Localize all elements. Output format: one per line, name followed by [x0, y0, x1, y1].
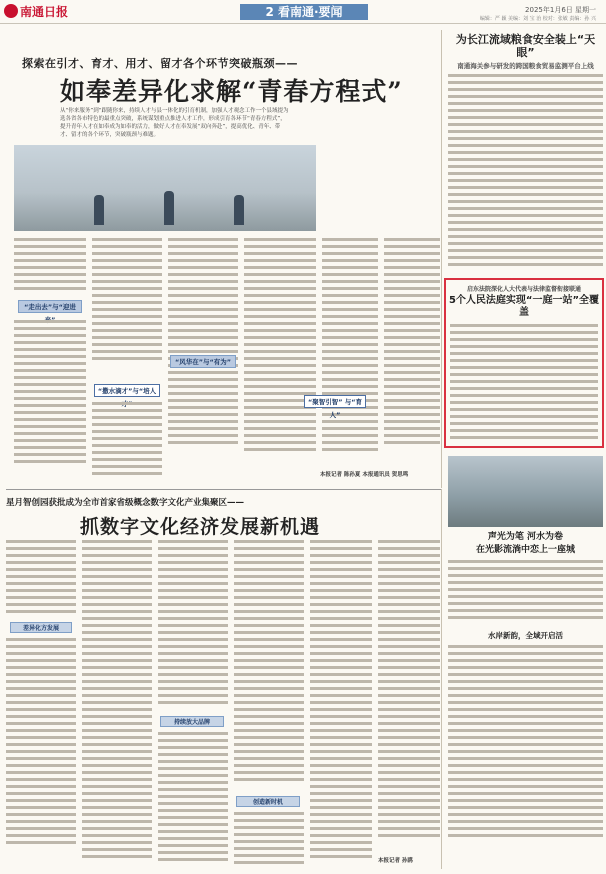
culture-column-3b	[158, 732, 228, 865]
culture-column-6	[378, 540, 440, 841]
culture-column-1b	[6, 638, 76, 848]
subhead-2: “撒水滴才”与“培人	[94, 384, 160, 397]
main-article-column-5	[322, 238, 378, 455]
section-divider	[6, 489, 441, 490]
river-light-body	[448, 560, 603, 623]
main-article-byline: 本报记者 陈孙夏 本报通讯员 贺思鸣	[320, 472, 409, 478]
main-article-column-6	[384, 238, 440, 448]
subhead-4: “聚智引智” 与“育人”	[304, 395, 366, 408]
logo-mark-icon	[4, 4, 18, 18]
newspaper-logo	[4, 3, 68, 20]
editor-credits: 编辑：严 颖 美编：刘 宝 治 校对：张敏 责编：孙 兴	[479, 16, 596, 22]
river-light-title: 声光为笔 河水为卷	[487, 532, 564, 542]
column-divider-lower	[441, 489, 442, 869]
culture-column-3	[158, 540, 228, 708]
main-article-column-3	[168, 238, 238, 448]
grain-article-title: 为长江流域粮食安全装上“天眼”	[455, 33, 596, 59]
grain-article-body	[448, 74, 603, 270]
main-article-kicker: 探索在引才、育才、用才、留才各个环节突破瓶颈——	[22, 57, 298, 70]
culture-subhead-3: 创造新时机	[236, 796, 300, 807]
court-article-kicker: 启东法院深化人大代表与法律监督衔接联通	[466, 286, 581, 293]
main-article-column-1b	[14, 320, 86, 467]
section-tag: 2 看南通·要闻	[240, 4, 368, 20]
main-article-column-2b	[92, 402, 162, 479]
masthead	[0, 0, 606, 24]
main-article-lead: 从“你来服务”到“跟随你来，持续人才与县一体化的引育机制，加强人才观念工作一个县域提为选各省各市特色的最重点突破，系统谋划重点推进人才工作，形成引育各环节“青春方程式”，提升青年人才在如奉成为如奉的活力，做好人才在奉发展“双向奔赴”，提高优化、青年、带才、留才的各个环节，突破瓶颈与难题。	[60, 108, 289, 138]
court-article-body	[450, 324, 598, 443]
main-article-photo	[14, 145, 316, 231]
culture-column-1	[6, 540, 76, 617]
culture-article-kicker: 星月智创园获批成为全市首家省级概念数字文化产业集聚区——	[6, 498, 245, 508]
culture-column-5	[310, 540, 372, 862]
court-article-box	[444, 278, 604, 448]
culture-article-byline: 本报记者 孙鸥	[378, 858, 413, 864]
court-article-title: 5个人民法庭实现“一庭一站”全覆盖	[448, 295, 600, 318]
river-light-photo	[448, 456, 603, 527]
main-article-column-2	[92, 238, 162, 364]
river-light-section-head: 水岸新韵，全域开启活	[488, 631, 563, 640]
river-light-body-2	[448, 645, 603, 841]
culture-subhead-2: 持续放大品牌	[160, 716, 224, 727]
issue-date: 2025年1月6日 星期一	[525, 6, 596, 14]
subhead-3: “风华在”与“有为”	[170, 355, 236, 368]
culture-subhead-1: 差异化方发展	[10, 622, 72, 633]
grain-article-subtitle: 南通海关参与研发的跨国粮食贸易监测平台上线	[457, 62, 594, 70]
culture-column-4	[234, 540, 304, 785]
culture-column-2	[82, 540, 152, 862]
subhead-1: “走出去”与“迎进	[18, 300, 82, 313]
main-article-column-4	[244, 238, 316, 455]
culture-article-title: 抓数字文化经济发展新机遇	[80, 516, 321, 538]
column-divider	[441, 30, 442, 488]
logo-text: 南通日报	[20, 5, 69, 19]
river-light-subtitle: 在光影流淌中恋上一座城	[475, 545, 575, 555]
culture-column-4b	[234, 812, 304, 868]
main-article-title: 如奉差异化求解“青春方程式”	[60, 77, 403, 106]
main-article-column-1	[14, 238, 86, 294]
